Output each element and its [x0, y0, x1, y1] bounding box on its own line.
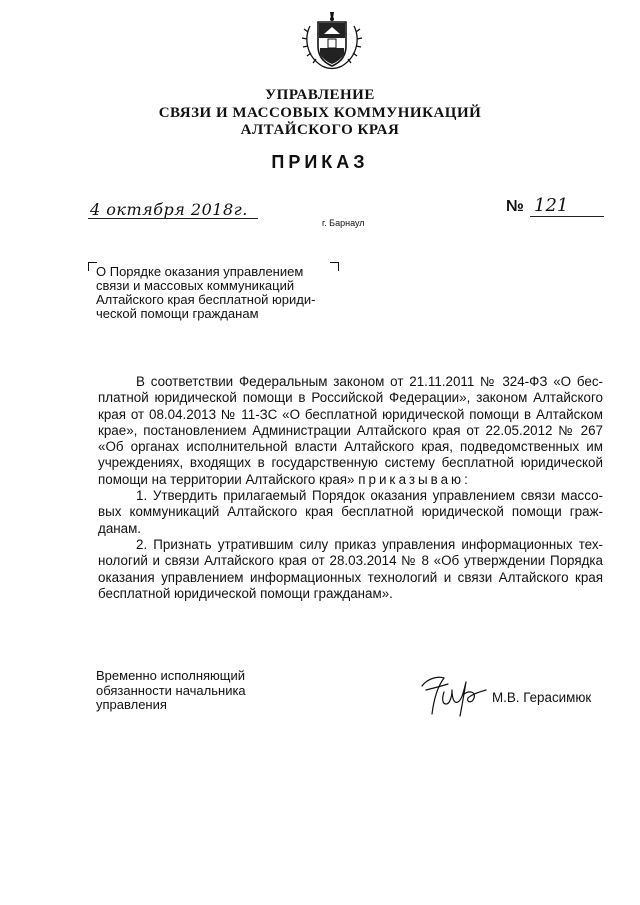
order-body: [98, 374, 603, 602]
handwritten-number: 121: [534, 195, 569, 216]
preamble-line: «Об органах исполнительной власти Алтайского края, подведомственных им: [98, 439, 603, 455]
signatory-position: [96, 669, 246, 713]
number-underline: [530, 216, 604, 217]
preamble-last-line: [98, 472, 603, 488]
item2-line: 2. Признать утратившим силу приказ управления информационных тех-: [136, 536, 603, 552]
preamble-line: В соответствии Федеральным законом от 21.11.2011 № 324-ФЗ «О бес-: [136, 374, 603, 389]
item1-line: 1. Утвердить прилагаемый Порядок оказания управлением связи массо-: [136, 488, 603, 504]
preamble-line: платной юридической помощи в Российской Федерации», законом Алтайского: [98, 390, 603, 406]
number-label: №: [506, 198, 524, 215]
document-type-title: ПРИКАЗ: [271, 152, 369, 172]
subject-line: Алтайского края бесплатной юриди-: [96, 292, 316, 307]
handwritten-date: 4 октября 2018г.: [90, 200, 248, 219]
item2-line: нологий и связи Алтайского края от 28.03.2014 № 8 «Об утверждении Порядка: [98, 553, 603, 569]
order-word: приказываю:: [358, 471, 471, 487]
preamble-line: учреждениях, входящих в государственную систему бесплатной юридической: [98, 455, 603, 471]
issuer-line-3: АЛТАЙСКОГО КРАЯ: [240, 122, 400, 138]
issuer-line-1: УПРАВЛЕНИЕ: [265, 87, 375, 103]
issuer-line-2: СВЯЗИ И МАССОВЫХ КОММУНИКАЦИЙ: [158, 105, 482, 121]
item2-last-line: бесплатной юридической помощи гражданам».: [98, 585, 393, 601]
city-label: г. Барнаул: [322, 218, 365, 228]
coat-of-arms-emblem: [300, 8, 364, 74]
preamble-last-text: помощи на территории Алтайского края»: [98, 471, 355, 487]
item1-line: вых коммуникаций Алтайского края бесплатной юридической помощи граж-: [98, 504, 603, 520]
position-line: Временно исполняющий: [96, 668, 246, 683]
item2-line: оказания управлением информационных технологий и связи Алтайского края: [98, 569, 603, 585]
signatory-name: М.В. Герасимюк: [492, 690, 592, 705]
position-line: управления: [96, 697, 167, 712]
item1-last-line: данам.: [98, 520, 142, 536]
subject-line: ческой помощи гражданам: [96, 306, 259, 321]
preamble-line: края от 08.04.2013 № 11-ЗС «О бесплатной юридической помощи в Алтайском: [98, 406, 603, 422]
subject-bracket-right: [330, 262, 339, 271]
handwritten-signature: [418, 668, 490, 718]
position-line: обязанности начальника: [96, 682, 246, 698]
subject-line: О Порядке оказания управлением: [96, 264, 304, 279]
subject-line: связи и массовых коммуникаций: [96, 278, 295, 293]
preamble-line: крае», постановлением Администрации Алтайского края от 22.05.2012 № 267: [98, 422, 603, 438]
subject-block: [96, 265, 330, 321]
date-underline: [88, 218, 258, 219]
